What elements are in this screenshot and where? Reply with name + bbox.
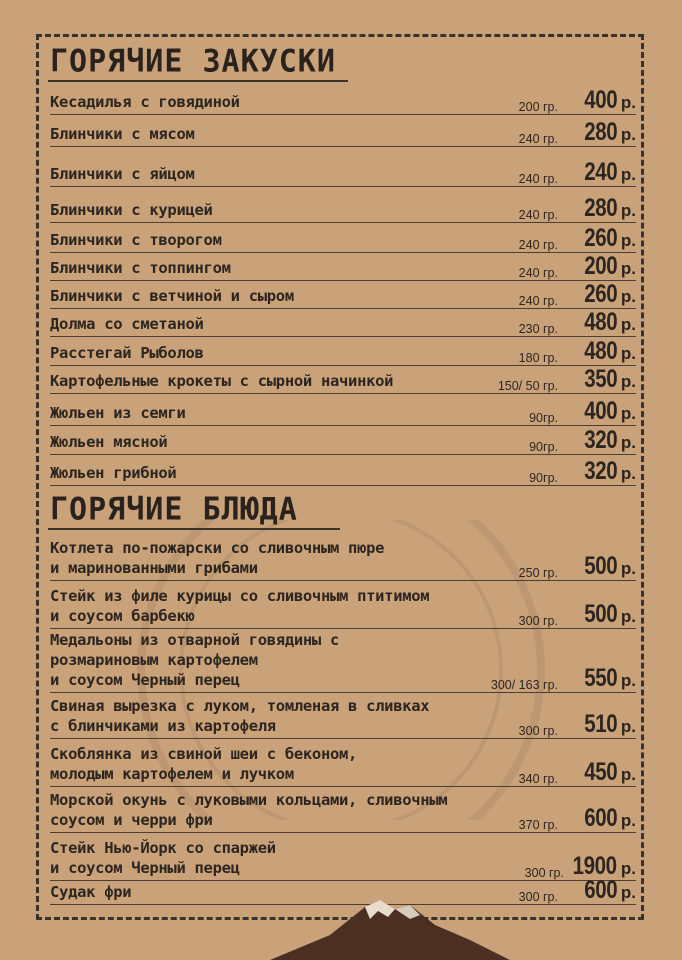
menu-item-name: Блинчики с мясом — [50, 125, 195, 143]
price-currency: р. — [620, 93, 636, 112]
price-currency: р. — [620, 765, 636, 784]
price-value: 550 — [583, 664, 617, 692]
price-value: 1900 — [572, 852, 617, 880]
menu-item-price — [577, 710, 636, 739]
section-title-hot-dishes: ГОРЯЧИЕ БЛЮДА — [50, 491, 298, 528]
menu-item-name: Стейк Нью-Йорк со спаржей и соусом Черный перец — [50, 839, 276, 877]
menu-item-name: Свиная вырезка с луком, томленая в сливках с блинчиками из картофеля — [50, 697, 430, 735]
price-value: 320 — [583, 457, 617, 485]
price-currency: р. — [620, 125, 636, 144]
menu-item — [50, 788, 636, 833]
price-currency: р. — [620, 671, 636, 690]
menu-item-name: Расстегай Рыболов — [50, 344, 204, 362]
menu-item — [50, 580, 636, 629]
title-underline — [48, 80, 348, 82]
price-value: 510 — [583, 710, 617, 738]
menu-item-weight: 300 гр. — [518, 614, 558, 628]
menu-item — [50, 694, 636, 739]
menu-item-price — [577, 457, 636, 486]
menu-item-name: Морской окунь с луковыми кольцами, сливочным соусом и черри фри — [50, 791, 448, 829]
menu-item-name: Судак фри — [50, 883, 132, 901]
menu-item-name: Блинчики с яйцом — [50, 165, 195, 183]
title-underline — [48, 528, 340, 530]
price-currency: р. — [620, 287, 636, 306]
menu-item — [50, 196, 636, 223]
price-currency: р. — [620, 464, 636, 483]
price-currency: р. — [620, 559, 636, 578]
price-currency: р. — [620, 811, 636, 830]
price-currency: р. — [620, 859, 636, 878]
menu-item-price — [577, 876, 636, 905]
menu-item-price — [577, 426, 636, 455]
menu-item-name: Картофельные крокеты с сырной начинкой — [50, 372, 394, 390]
menu-item-weight: 370 гр. — [518, 818, 558, 832]
price-value: 500 — [583, 552, 617, 580]
price-value: 200 — [583, 252, 617, 280]
menu-item-weight: 340 гр. — [518, 772, 558, 786]
price-currency: р. — [620, 315, 636, 334]
menu-item — [50, 428, 636, 455]
menu-item-weight: 300 гр. — [518, 724, 558, 738]
price-value: 320 — [583, 426, 617, 454]
menu-item-weight: 150/ 50 гр. — [497, 379, 558, 393]
menu-item — [50, 280, 636, 309]
price-currency: р. — [620, 165, 636, 184]
menu-item-weight: 240 гр. — [518, 132, 558, 146]
menu-item-weight: 240 гр. — [518, 294, 558, 308]
menu-item — [50, 337, 636, 366]
menu-item-name: Медальоны из отварной говядины с розмариновым картофелем и соусом Черный перец — [50, 631, 340, 689]
menu-item-price — [577, 118, 636, 147]
price-value: 500 — [583, 600, 617, 628]
price-value: 480 — [583, 337, 617, 365]
menu-item-name: Стейк из филе курицы со сливочным птитимом и соусом барбекю — [50, 587, 430, 625]
price-currency: р. — [620, 231, 636, 250]
menu-item-price — [577, 308, 636, 337]
price-value: 400 — [583, 86, 617, 114]
menu-item — [50, 459, 636, 486]
menu-item-price — [577, 280, 636, 309]
price-currency: р. — [620, 372, 636, 391]
price-currency: р. — [620, 607, 636, 626]
menu-item-name: Котлета по-пожарски со сливочным пюре и маринованными грибами — [50, 539, 385, 577]
section-title-hot-appetizers: ГОРЯЧИЕ ЗАКУСКИ — [50, 43, 336, 80]
menu-item-weight: 230 гр. — [518, 322, 558, 336]
menu-item-price — [577, 365, 636, 394]
price-value: 480 — [583, 308, 617, 336]
menu-item — [50, 834, 636, 881]
menu-item-weight: 90гр. — [529, 471, 558, 485]
menu-item — [50, 626, 636, 693]
menu-item-price — [577, 552, 636, 581]
menu-item-weight: 300 гр. — [518, 890, 558, 904]
menu-item — [50, 252, 636, 281]
menu-item-name: Кесадилья с говядиной — [50, 93, 240, 111]
price-currency: р. — [620, 259, 636, 278]
price-value: 450 — [583, 758, 617, 786]
menu-item-price — [577, 158, 636, 187]
mountain-icon — [270, 895, 510, 960]
menu-item-weight: 180 гр. — [518, 351, 558, 365]
menu-item-name: Блинчики с топпингом — [50, 259, 231, 277]
menu-item-price — [577, 664, 636, 693]
menu-item-price — [577, 804, 636, 833]
menu-item — [50, 740, 636, 787]
menu-item-price — [577, 337, 636, 366]
menu-item-name: Скоблянка из свиной шеи с беконом, молодым картофелем и лучком — [50, 745, 358, 783]
menu-item-price — [577, 600, 636, 629]
menu-item-name: Долма со сметаной — [50, 315, 204, 333]
price-currency: р. — [620, 433, 636, 452]
menu-item-price — [577, 86, 636, 115]
menu-item — [50, 308, 636, 337]
price-value: 280 — [583, 118, 617, 146]
menu-item — [50, 534, 636, 581]
menu-item — [50, 86, 636, 115]
menu-item-weight: 90гр. — [529, 411, 558, 425]
menu-item-weight: 240 гр. — [518, 266, 558, 280]
price-currency: р. — [620, 201, 636, 220]
menu-item-name: Блинчики с курицей — [50, 201, 213, 219]
menu-item-price — [577, 758, 636, 787]
price-currency: р. — [620, 717, 636, 736]
price-value: 600 — [583, 876, 617, 904]
menu-item — [50, 158, 636, 187]
menu-item-price — [577, 224, 636, 253]
menu-item-weight: 300 гр. — [524, 866, 564, 880]
menu-item-weight: 240 гр. — [518, 172, 558, 186]
menu-item — [50, 118, 636, 147]
menu-item-weight: 240 гр. — [518, 238, 558, 252]
menu-item — [50, 224, 636, 253]
price-currency: р. — [620, 404, 636, 423]
menu-item-weight: 250 гр. — [518, 566, 558, 580]
menu-item-weight: 200 гр. — [518, 100, 558, 114]
price-value: 350 — [583, 365, 617, 393]
menu-item-name: Жюльен из семги — [50, 404, 186, 422]
menu-item-weight: 300/ 163 гр. — [490, 678, 558, 692]
price-value: 400 — [583, 397, 617, 425]
price-currency: р. — [620, 344, 636, 363]
menu-item — [50, 365, 636, 394]
menu-item-name: Блинчики с творогом — [50, 231, 222, 249]
price-value: 260 — [583, 224, 617, 252]
menu-item-price — [577, 194, 636, 223]
menu-item-weight: 240 гр. — [518, 208, 558, 222]
price-value: 280 — [583, 194, 617, 222]
menu-item-price — [577, 397, 636, 426]
price-currency: р. — [620, 883, 636, 902]
menu-item-name: Блинчики с ветчиной и сыром — [50, 287, 294, 305]
menu-item-name: Жюльен мясной — [50, 433, 168, 451]
price-value: 600 — [583, 804, 617, 832]
price-value: 240 — [583, 158, 617, 186]
menu-item-name: Жюльен грибной — [50, 464, 177, 482]
menu-item-price — [577, 252, 636, 281]
price-value: 260 — [583, 280, 617, 308]
menu-item-weight: 90гр. — [529, 440, 558, 454]
menu-item — [50, 399, 636, 426]
